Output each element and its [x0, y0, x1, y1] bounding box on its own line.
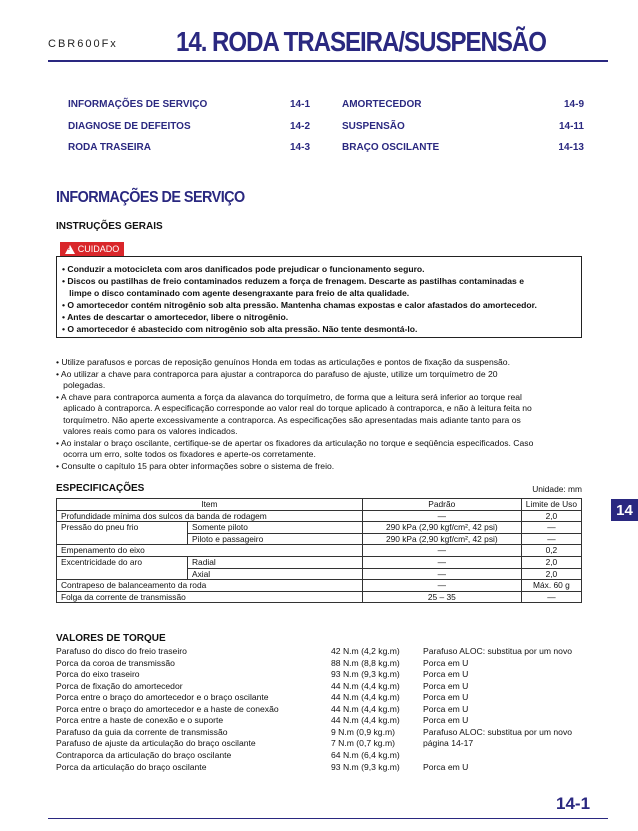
torque-name: Porca da coroa de transmissão — [56, 657, 175, 668]
torque-name: Parafuso do disco do freio traseiro — [56, 646, 187, 656]
toc-item-page: 14-9 — [563, 99, 584, 110]
instruction-line: • A chave para contraporca aumenta a força da alavanca do torquímetro, de forma que a leitura será inferior ao torque real — [56, 392, 522, 402]
torque-note: Parafuso ALOC: substitua por um novo — [423, 646, 573, 656]
toc-item-label[interactable]: SUSPENSÃO — [342, 121, 405, 132]
torque-value: 42 N.m (4,2 kg.m) — [331, 646, 400, 656]
torque-name: Porca entre o braço do amortecedor e o braço oscilante — [56, 692, 269, 703]
instruction-line: • Utilize parafusos e porcas de reposição genuínos Honda em todas as articulações e pontos de fixação da suspensão. — [56, 357, 510, 367]
cell-group-label: Excentricidade do aro — [57, 556, 188, 579]
table-row — [57, 591, 582, 603]
cell-item: Axial — [188, 568, 363, 580]
instruction-line: valores reais como para os valores indicados. — [56, 426, 238, 436]
toc-item-label[interactable]: INFORMAÇÕES DE SERVIÇO — [68, 99, 208, 110]
torque-name: Parafuso de ajuste da articulação do braço oscilante — [56, 738, 256, 749]
cell-item: Radial — [188, 556, 363, 568]
torque-name: Parafuso da guia da corrente de transmissão — [56, 726, 228, 737]
column-header-item: Item — [57, 499, 363, 511]
torque-note: Porca em U — [423, 657, 469, 668]
toc-item-label[interactable]: DIAGNOSE DE DEFEITOS — [68, 121, 191, 132]
torque-name: Porca entre o braço do amortecedor e a haste de conexão — [56, 703, 279, 714]
cell-group-label: Pressão do pneu frio — [57, 522, 188, 545]
cell-limit: 0,2 — [521, 545, 581, 557]
specifications-table — [56, 498, 582, 603]
toc-item-label[interactable]: RODA TRASEIRA — [68, 142, 151, 153]
cell-limit: — — [521, 591, 581, 603]
chapter-tab[interactable]: 14 — [611, 499, 638, 521]
cell-standard: — — [362, 510, 521, 522]
table-row — [57, 510, 582, 522]
caution-line: • Antes de descartar o amortecedor, libere o nitrogênio. — [62, 312, 289, 322]
toc-item-label[interactable]: BRAÇO OSCILANTE — [342, 142, 440, 153]
toc-item-page: 14-11 — [558, 121, 584, 132]
cell-limit: — — [521, 522, 581, 534]
cell-item: Profundidade mínima dos sulcos da banda de rodagem — [57, 510, 363, 522]
caution-line: • O amortecedor é abastecido com nitrogênio sob alta pressão. Não tente desmontá-lo. — [62, 324, 418, 334]
torque-value: 9 N.m (0,9 kg.m) — [331, 726, 395, 737]
torque-name: Contraporca da articulação do braço oscilante — [56, 750, 232, 760]
caution-line: limpe o disco contaminado com agente desengraxante para freio de alta qualidade. — [62, 288, 410, 298]
specifications-heading: ESPECIFICAÇÕES — [56, 483, 145, 494]
table-row — [57, 522, 582, 534]
cell-standard: — — [362, 568, 521, 580]
column-header-limit: Limite de Uso — [521, 499, 581, 511]
cell-item: Empenamento do eixo — [57, 545, 363, 557]
cell-standard: — — [362, 556, 521, 568]
torque-heading: VALORES DE TORQUE — [56, 633, 166, 644]
torque-value: 93 N.m (9,3 kg.m) — [331, 669, 400, 680]
general-instructions-heading: INSTRUÇÕES GERAIS — [56, 221, 163, 232]
torque-name: Porca entre a haste de conexão e o suporte — [56, 715, 224, 726]
torque-note: página 14-17 — [423, 738, 474, 749]
table-row — [57, 580, 582, 592]
torque-value: 44 N.m (4,4 kg.m) — [331, 715, 400, 726]
cell-limit: 2,0 — [521, 556, 581, 568]
torque-note: Porca em U — [423, 703, 469, 714]
table-header-row — [57, 499, 582, 511]
model-name: CBR600Fx — [48, 38, 118, 50]
torque-value: 7 N.m (0,7 kg.m) — [331, 738, 395, 749]
header-rule — [48, 60, 608, 62]
torque-value: 93 N.m (9,3 kg.m) — [331, 761, 400, 772]
torque-note: Porca em U — [423, 680, 469, 691]
torque-value: 64 N.m (6,4 kg.m) — [331, 750, 400, 760]
table-row — [57, 556, 582, 568]
torque-note: Porca em U — [423, 761, 469, 772]
toc-item-label[interactable]: AMORTECEDOR — [342, 99, 422, 110]
caution-line: • Discos ou pastilhas de freio contaminados reduzem a força de frenagem. Descarte as pastilhas contaminadas e — [62, 276, 524, 286]
cell-standard: — — [362, 580, 521, 592]
chapter-title: 14. RODA TRASEIRA/SUSPENSÃO — [176, 26, 546, 57]
torque-note: Porca em U — [423, 669, 469, 680]
instruction-line: ocorra um erro, solte todos os fixadores e aperte-os corretamente. — [56, 449, 316, 459]
cell-limit: 2,0 — [521, 568, 581, 580]
torque-name: Porca de fixação do amortecedor — [56, 680, 183, 691]
torque-note: Parafuso ALOC: substitua por um novo — [423, 726, 573, 737]
instruction-line: • Ao utilizar a chave para contraporca para ajustar a contraporca do parafuso de ajuste, utilize um torquímetro de 20 — [56, 369, 498, 379]
caution-line: • O amortecedor contém nitrogênio sob alta pressão. Mantenha chamas expostas e calor afastados do amortecedor. — [62, 300, 537, 310]
column-header-standard: Padrão — [362, 499, 521, 511]
cell-standard: — — [362, 545, 521, 557]
cell-standard: 290 kPa (2,90 kgf/cm², 42 psi) — [362, 533, 521, 545]
cell-standard: 290 kPa (2,90 kgf/cm², 42 psi) — [362, 522, 521, 534]
footer-rule — [48, 818, 608, 819]
torque-note: Porca em U — [423, 715, 469, 726]
cell-item: Folga da corrente de transmissão — [57, 591, 363, 603]
instruction-line: aplicado à contraporca. A especificação corresponde ao valor real do torque aplicado à contraporca, e não à leitura feita no — [56, 403, 532, 413]
torque-value: 44 N.m (4,4 kg.m) — [331, 692, 400, 703]
unit-label: Unidade: mm — [532, 484, 582, 494]
table-row — [57, 545, 582, 557]
toc-item-page: 14-2 — [289, 121, 310, 132]
toc-item-page: 14-1 — [289, 99, 310, 110]
cell-limit: — — [521, 533, 581, 545]
cell-item: Piloto e passageiro — [188, 533, 363, 545]
section-title: INFORMAÇÕES DE SERVIÇO — [56, 189, 245, 206]
cell-standard: 25 – 35 — [362, 591, 521, 603]
torque-value: 44 N.m (4,4 kg.m) — [331, 680, 400, 691]
caution-badge — [60, 242, 124, 256]
instruction-line: • Consulte o capítulo 15 para obter informações sobre o sistema de freio. — [56, 461, 335, 471]
caution-line: • Conduzir a motocicleta com aros danificados pode prejudicar o funcionamento seguro. — [62, 264, 425, 274]
torque-value: 88 N.m (8,8 kg.m) — [331, 657, 400, 668]
cell-item: Somente piloto — [188, 522, 363, 534]
instruction-line: torquímetro. Não aperte excessivamente a contraporca. As especificações são apresentadas mais adiante tanto para os — [56, 415, 521, 425]
torque-name: Porca da articulação do braço oscilante — [56, 761, 207, 772]
caution-label: CUIDADO — [77, 244, 120, 254]
instruction-line: polegadas. — [56, 380, 106, 390]
instruction-line: • Ao instalar o braço oscilante, certifique-se de apertar os fixadores da articulação no torque e seqüência especificados. Caso — [56, 438, 534, 448]
torque-value: 44 N.m (4,4 kg.m) — [331, 703, 400, 714]
torque-name: Porca do eixo traseiro — [56, 669, 140, 680]
torque-note: Porca em U — [423, 692, 469, 703]
cell-limit: 2,0 — [521, 510, 581, 522]
page-number: 14-1 — [556, 794, 591, 813]
warning-icon — [65, 245, 75, 254]
cell-limit: Máx. 60 g — [521, 580, 581, 592]
toc-item-page: 14-13 — [558, 142, 584, 153]
toc-item-page: 14-3 — [289, 142, 310, 153]
cell-item: Contrapeso de balanceamento da roda — [57, 580, 363, 592]
